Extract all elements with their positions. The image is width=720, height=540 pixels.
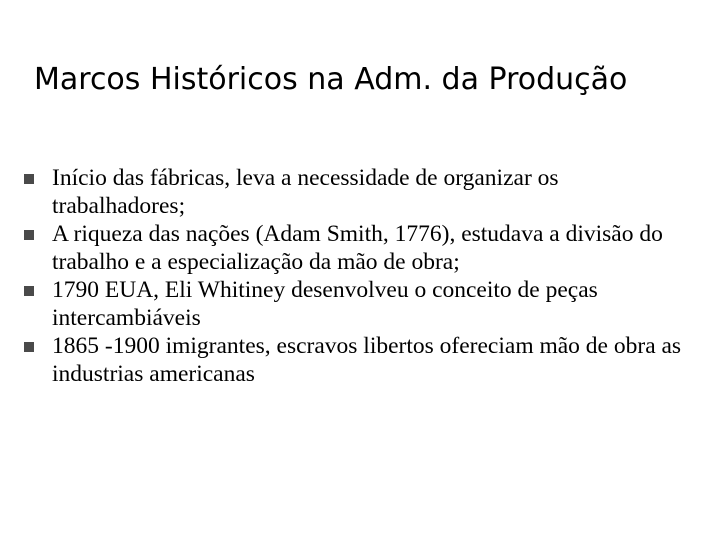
bullet-list <box>24 164 696 388</box>
square-bullet-icon <box>24 230 34 240</box>
square-bullet-icon <box>24 286 34 296</box>
slide-title: Marcos Históricos na Adm. da Produção <box>34 62 628 97</box>
bullet-item <box>24 276 696 332</box>
bullet-text: 1865 -1900 imigrantes, escravos libertos ofereciam mão de obra as industrias americanas <box>52 333 682 387</box>
square-bullet-icon <box>24 174 34 184</box>
bullet-text: Início das fábricas, leva a necessidade de organizar os trabalhadores; <box>52 165 559 219</box>
bullet-item <box>24 220 696 276</box>
square-bullet-icon <box>24 342 34 352</box>
bullet-item <box>24 332 696 388</box>
bullet-text: A riqueza das nações (Adam Smith, 1776), estudava a divisão do trabalho e a especialização da mão de obra; <box>52 221 663 275</box>
bullet-item <box>24 164 696 220</box>
bullet-text: 1790 EUA, Eli Whitiney desenvolveu o conceito de peças intercambiáveis <box>52 277 598 331</box>
